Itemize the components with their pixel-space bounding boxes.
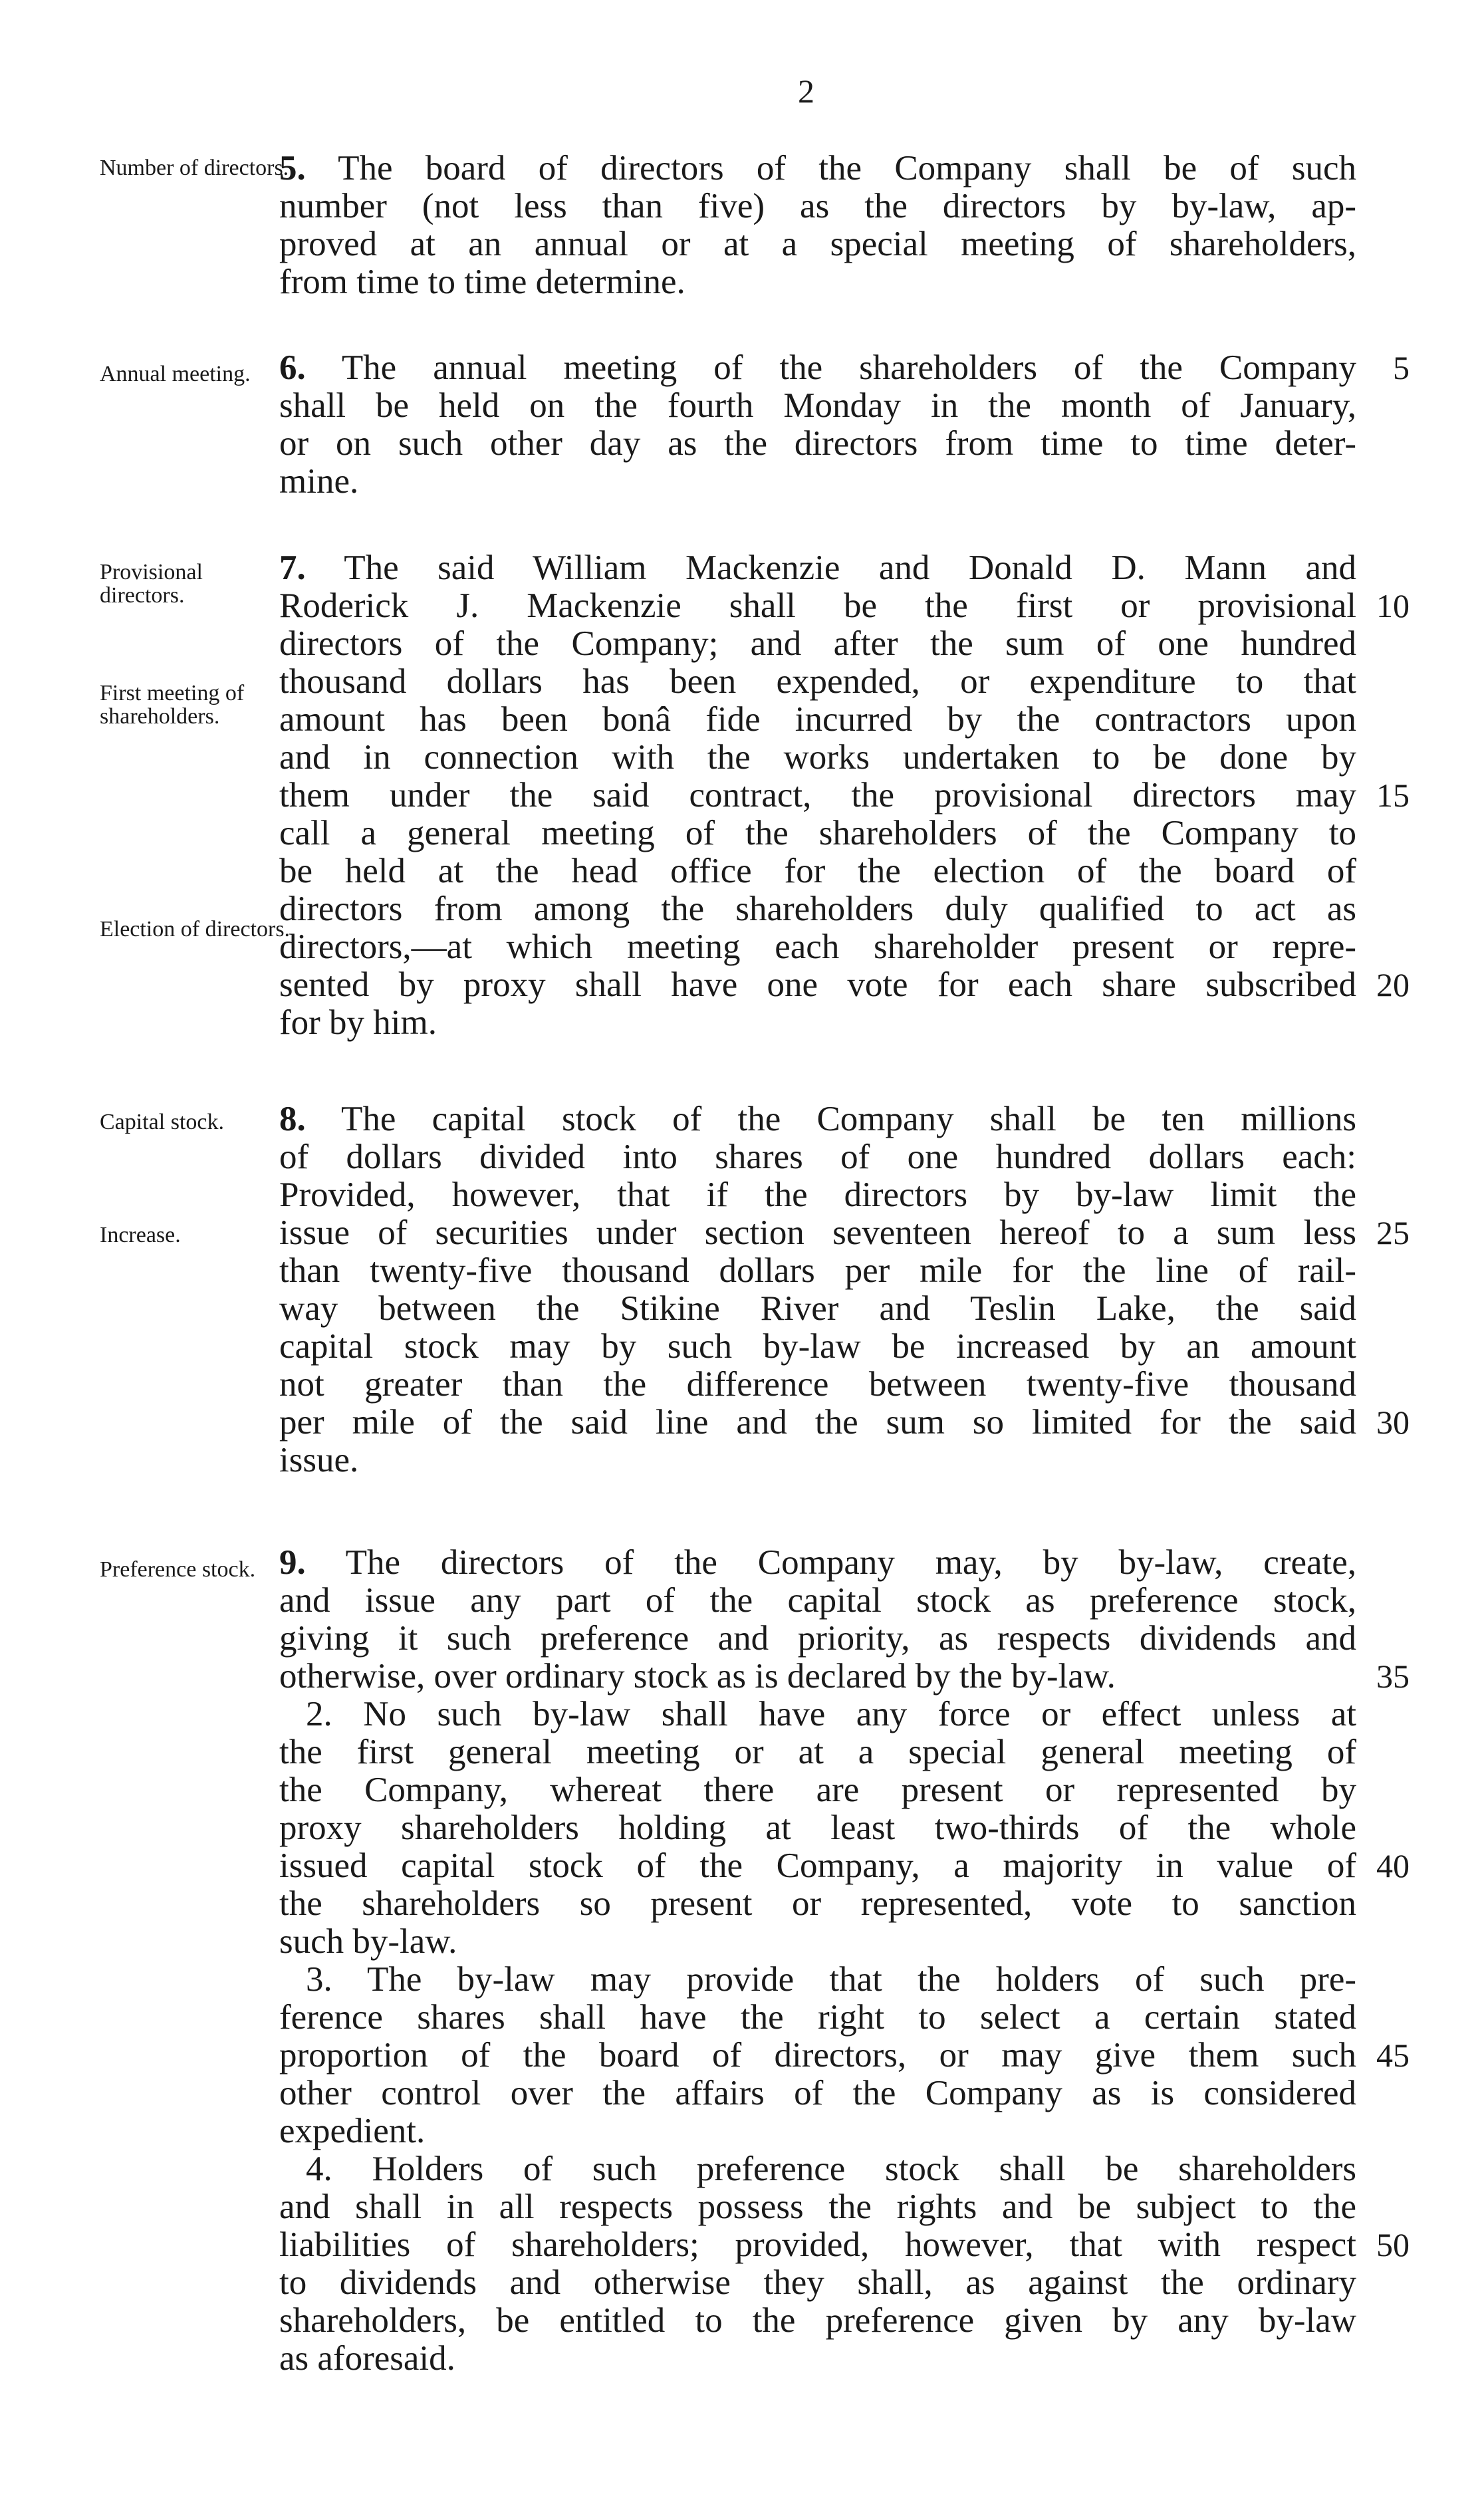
section-6-line: mine.	[279, 462, 359, 501]
section-6-line: 6. The annual meeting of the shareholders of the Company	[279, 348, 1357, 387]
line-number: 35	[1376, 1658, 1410, 1695]
section-7-line: Roderick J. Mackenzie shall be the first or provisional	[279, 586, 1356, 625]
section-7-line: 7. The said William Mackenzie and Donald D. Mann and	[279, 549, 1356, 587]
section-9-line: 9. The directors of the Company may, by by-law, create,	[279, 1543, 1356, 1582]
section-8-line: issue of securities under section seventeen hereof to a sum less	[279, 1213, 1356, 1252]
section-5-line: proved at an annual or at a special meeting of shareholders,	[279, 225, 1356, 263]
section-7-line: directors of the Company; and after the sum of one hundred	[279, 624, 1356, 663]
section-8-line: not greater than the difference between twenty-five thousand	[279, 1365, 1356, 1404]
section-7-line: directors from among the shareholders duly qualified to act as	[279, 890, 1356, 928]
line-number: 50	[1376, 2226, 1410, 2263]
subsection-4-line: to dividends and otherwise they shall, as against the ordinary	[279, 2263, 1356, 2302]
subsection-4-line: 4. Holders of such preference stock shall be shareholders	[306, 2150, 1356, 2188]
section-6-line: or on such other day as the directors from time to time deter-	[279, 424, 1356, 463]
section-number: 8.	[279, 1100, 306, 1138]
subsection-4-line: shareholders, be entitled to the preference given by any by-law	[279, 2301, 1356, 2340]
margin-note-preference-stock: Preference stock.	[100, 1557, 256, 1582]
margin-note-election-of-directors: Election of directors.	[100, 917, 291, 942]
section-8-line: per mile of the said line and the sum so limited for the said	[279, 1403, 1356, 1442]
section-8-line: issue.	[279, 1441, 359, 1479]
section-6-line: shall be held on the fourth Monday in the month of January,	[279, 386, 1356, 425]
section-7-line: be held at the head office for the election of the board of	[279, 852, 1356, 890]
subsection-3-line: other control over the affairs of the Company as is considered	[279, 2074, 1356, 2112]
subsection-4-line: liabilities of shareholders; provided, however, that with respect	[279, 2225, 1356, 2264]
section-7-line: for by him.	[279, 1003, 437, 1042]
margin-note-annual-meeting: Annual meeting.	[100, 362, 251, 386]
section-5-line: number (not less than five) as the directors by by-law, ap-	[279, 187, 1356, 225]
line-number: 10	[1376, 587, 1410, 624]
subsection-2-line: the shareholders so present or represented, vote to sanction	[279, 1884, 1356, 1923]
section-8-line: than twenty-five thousand dollars per mile for the line of rail-	[279, 1251, 1356, 1290]
subsection-2-line: such by-law.	[279, 1922, 457, 1961]
line-number: 25	[1376, 1214, 1410, 1251]
subsection-3-line: 3. The by-law may provide that the holders of such pre-	[306, 1960, 1356, 1999]
subsection-2-line: the first general meeting or at a special general meeting of	[279, 1733, 1356, 1771]
page-number: 2	[798, 72, 814, 110]
section-5-line: from time to time determine.	[279, 263, 685, 301]
section-8-line: Provided, however, that if the directors by by-law limit the	[279, 1176, 1356, 1214]
section-number: 7.	[279, 549, 306, 587]
section-8-line: way between the Stikine River and Teslin Lake, the said	[279, 1289, 1356, 1328]
section-7-line: sented by proxy shall have one vote for each share subscribed	[279, 965, 1356, 1004]
section-7-line: amount has been bonâ fide incurred by the contractors upon	[279, 700, 1356, 739]
section-number: 6.	[279, 348, 306, 387]
section-7-line: them under the said contract, the provisional directors may	[279, 776, 1356, 815]
section-7-line: and in connection with the works undertaken to be done by	[279, 738, 1356, 777]
subsection-3-line: proportion of the board of directors, or may give them such	[279, 2036, 1356, 2075]
section-8-line: capital stock may by such by-law be increased by an amount	[279, 1327, 1356, 1366]
subsection-2-line: 2. No such by-law shall have any force or effect unless at	[306, 1695, 1356, 1733]
subsection-2-line: the Company, whereat there are present or represented by	[279, 1771, 1356, 1809]
line-number: 20	[1376, 966, 1410, 1003]
line-number: 15	[1376, 777, 1410, 814]
subsection-4-line: as aforesaid.	[279, 2339, 455, 2378]
line-number: 45	[1376, 2037, 1410, 2074]
section-9-line: and issue any part of the capital stock as preference stock,	[279, 1581, 1356, 1620]
margin-note-provisional-directors: Provisional directors.	[100, 560, 203, 608]
margin-note-number-of-directors: Number of directors.	[100, 156, 289, 180]
subsection-4-line: and shall in all respects possess the rights and be subject to the	[279, 2188, 1356, 2226]
subsection-2-line: issued capital stock of the Company, a majority in value of	[279, 1846, 1356, 1885]
margin-note-first-meeting: First meeting of shareholders.	[100, 681, 245, 729]
line-number: 5	[1393, 349, 1410, 386]
margin-note-increase: Increase.	[100, 1223, 181, 1247]
section-8-line: of dollars divided into shares of one hundred dollars each:	[279, 1138, 1356, 1176]
section-number: 9.	[279, 1543, 306, 1582]
line-number: 30	[1376, 1404, 1410, 1441]
section-5-line: 5. The board of directors of the Company shall be of such	[279, 149, 1356, 188]
section-7-line: thousand dollars has been expended, or expenditure to that	[279, 662, 1356, 701]
section-7-line: directors,—at which meeting each shareholder present or repre-	[279, 928, 1356, 966]
section-9-line: giving it such preference and priority, as respects dividends and	[279, 1619, 1356, 1658]
margin-note-capital-stock: Capital stock.	[100, 1110, 224, 1134]
subsection-3-line: expedient.	[279, 2112, 426, 2150]
section-number: 5.	[279, 149, 306, 188]
section-9-line: otherwise, over ordinary stock as is declared by the by-law.	[279, 1657, 1116, 1696]
section-7-line: call a general meeting of the shareholders of the Company to	[279, 814, 1356, 852]
section-8-line: 8. The capital stock of the Company shall be ten millions	[279, 1100, 1356, 1138]
subsection-3-line: ference shares shall have the right to select a certain stated	[279, 1998, 1356, 2037]
subsection-2-line: proxy shareholders holding at least two-thirds of the whole	[279, 1809, 1356, 1847]
line-number: 40	[1376, 1847, 1410, 1884]
